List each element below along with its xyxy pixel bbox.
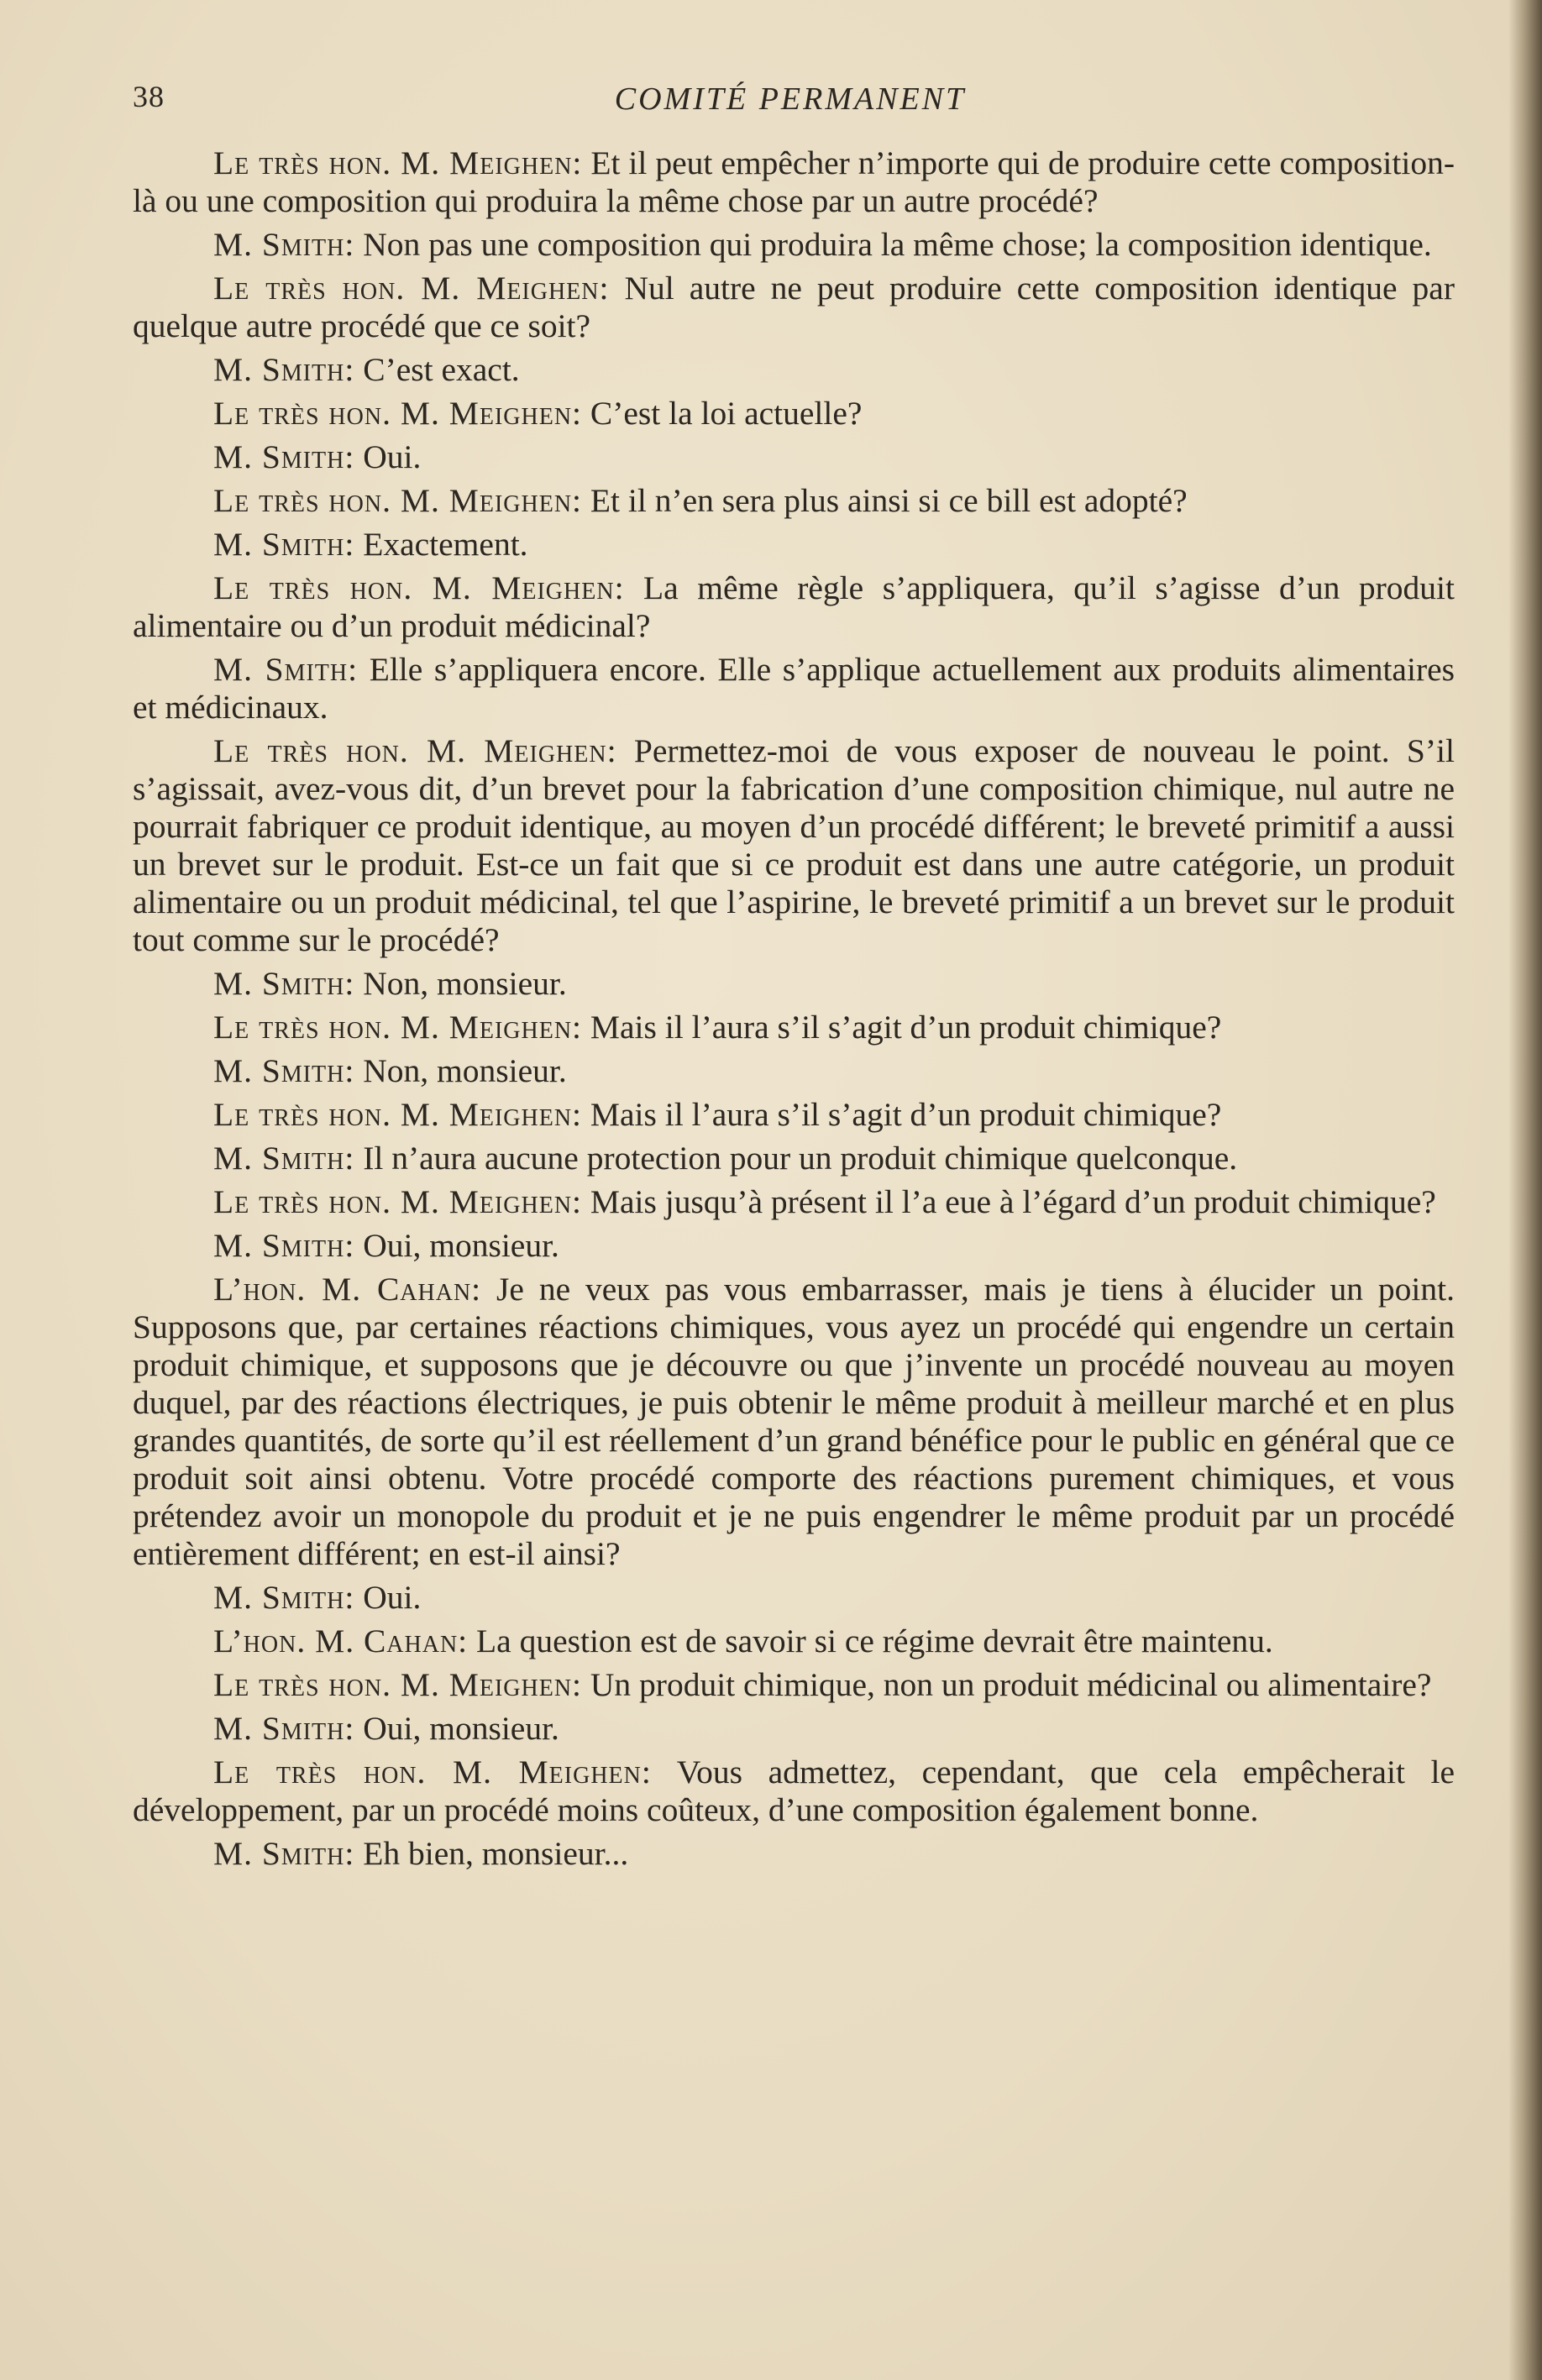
speaker-name: Le très hon. M. Meighen: (213, 270, 610, 307)
paragraph-text: Oui, monsieur. (354, 1710, 559, 1747)
paragraph (133, 1622, 1455, 1660)
paragraph (133, 226, 1455, 264)
speaker-name: Le très hon. M. Meighen: (213, 1666, 583, 1703)
speaker-name: Le très hon. M. Meighen: (213, 482, 583, 519)
speaker-name: M. Smith: (213, 651, 359, 688)
paragraph (133, 1271, 1455, 1573)
speaker-name: Le très hon. M. Meighen: (213, 569, 625, 606)
paragraph-text: Mais jusqu’à présent il l’a eue à l’égard d’un produit chimique? (582, 1183, 1436, 1220)
paragraph (133, 144, 1455, 220)
speaker-name: L’hon. M. Cahan: (213, 1622, 469, 1659)
paragraph-text: Il n’aura aucune protection pour un produit chimique quelconque. (354, 1140, 1238, 1177)
paragraph (133, 1666, 1455, 1704)
speaker-name: Le très hon. M. Meighen: (213, 1096, 583, 1133)
paragraph (133, 1183, 1455, 1221)
paragraph (133, 526, 1455, 564)
page-number: 38 (133, 80, 165, 113)
paragraph (133, 569, 1455, 645)
speaker-name: M. Smith: (213, 438, 355, 475)
paragraph-text: Oui. (354, 438, 422, 475)
paragraph (133, 482, 1455, 520)
paragraph (133, 651, 1455, 726)
paragraph (133, 732, 1455, 959)
paragraph (133, 965, 1455, 1003)
paragraph-text: Et il peut empêcher n’importe qui de produire cette composition-là ou une composition qui produira la même chose par un autre procédé? (133, 144, 1455, 219)
paragraph-text: Non, monsieur. (354, 1052, 567, 1089)
paragraph-text: Mais il l’aura s’il s’agit d’un produit chimique? (582, 1096, 1222, 1133)
paragraph (133, 1140, 1455, 1177)
paragraph-text: Exactement. (354, 526, 528, 563)
paragraph-text: Non, monsieur. (354, 965, 567, 1002)
paragraph-text: Permettez-moi de vous exposer de nouveau le point. S’il s’agissait, avez-vous dit, d’un brevet pour la fabrication d’une composition chimique, nul autre ne pourrait fabriquer ce produit identique, au moyen d’un procédé différent; le breveté primitif a aussi un brevet sur le produit. Est-ce un fait que si ce produit est dans une autre catégorie, un produit alimentaire ou un produit médicinal, tel que l’aspirine, le breveté primitif a un brevet sur le produit tout comme sur le procédé? (133, 732, 1455, 958)
paragraph (133, 438, 1455, 476)
paragraph-text: Je ne veux pas vous embarrasser, mais je tiens à élucider un point. Supposons que, par certaines réactions chimiques, vous ayez un procédé qui engendre un certain produit chimique, et supposons que je découvre ou que j’invente un procédé nouveau au moyen duquel, par des réactions électriques, je puis obtenir le même produit à meilleur marché et en plus grandes quantités, de sorte qu’il est réellement d’un grand bénéfice pour le public en général que ce produit soit ainsi obtenu. Votre procédé comporte des réactions purement chimiques, et vous prétendez avoir un monopole du produit et je ne puis engendrer le même produit par un procédé entièrement différent; en est-il ainsi? (133, 1271, 1455, 1572)
speaker-name: M. Smith: (213, 526, 355, 563)
page-binding-shadow (1508, 0, 1542, 2380)
speaker-name: M. Smith: (213, 1710, 355, 1747)
speaker-name: Le très hon. M. Meighen: (213, 395, 583, 432)
speaker-name: L’hon. M. Cahan: (213, 1271, 482, 1308)
paragraph-text: Oui, monsieur. (354, 1227, 559, 1264)
paragraph-text: C’est exact. (354, 351, 520, 388)
running-title: COMITÉ PERMANENT (614, 81, 967, 117)
speaker-name: Le très hon. M. Meighen: (213, 732, 617, 769)
paragraph (133, 351, 1455, 389)
paragraph-text: Non pas une composition qui produira la même chose; la composition identique. (354, 226, 1432, 263)
speaker-name: M. Smith: (213, 1579, 355, 1616)
paragraph-text: La même règle s’appliquera, qu’il s’agisse d’un produit alimentaire ou d’un produit médicinal? (133, 569, 1455, 644)
speaker-name: Le très hon. M. Meighen: (213, 1009, 583, 1046)
paragraph (133, 1710, 1455, 1748)
paragraph (133, 395, 1455, 432)
speaker-name: Le très hon. M. Meighen: (213, 1183, 583, 1220)
speaker-name: M. Smith: (213, 226, 355, 263)
paragraph-text: Oui. (354, 1579, 422, 1616)
speaker-name: M. Smith: (213, 351, 355, 388)
speaker-name: M. Smith: (213, 1140, 355, 1177)
paragraph-text: Mais il l’aura s’il s’agit d’un produit chimique? (582, 1009, 1222, 1046)
paragraph (133, 1227, 1455, 1265)
speaker-name: M. Smith: (213, 1835, 355, 1872)
speaker-name: Le très hon. M. Meighen: (213, 1754, 652, 1790)
paragraph-text: Un produit chimique, non un produit médicinal ou alimentaire? (582, 1666, 1432, 1703)
transcript-body (133, 144, 1455, 1879)
running-head (133, 79, 1448, 129)
paragraph-text: C’est la loi actuelle? (582, 395, 863, 432)
speaker-name: M. Smith: (213, 1052, 355, 1089)
paragraph-text: Vous admettez, cependant, que cela empêcherait le développement, par un procédé moins coûteux, d’une composition également bonne. (133, 1754, 1455, 1828)
paragraph (133, 1052, 1455, 1090)
paragraph (133, 1096, 1455, 1134)
paragraph (133, 1754, 1455, 1829)
paragraph (133, 1009, 1455, 1046)
paragraph (133, 1835, 1455, 1873)
paragraph-text: Eh bien, monsieur... (354, 1835, 629, 1872)
paragraph-text: Et il n’en sera plus ainsi si ce bill est adopté? (582, 482, 1188, 519)
paragraph-text: Nul autre ne peut produire cette composition identique par quelque autre procédé que ce soit? (133, 270, 1455, 344)
paragraph (133, 1579, 1455, 1617)
paragraph-text: Elle s’appliquera encore. Elle s’applique actuellement aux produits alimentaires et médicinaux. (133, 651, 1455, 726)
speaker-name: M. Smith: (213, 965, 355, 1002)
speaker-name: M. Smith: (213, 1227, 355, 1264)
speaker-name: Le très hon. M. Meighen: (213, 144, 583, 181)
paragraph-text: La question est de savoir si ce régime devrait être maintenu. (468, 1622, 1273, 1659)
paragraph (133, 270, 1455, 345)
